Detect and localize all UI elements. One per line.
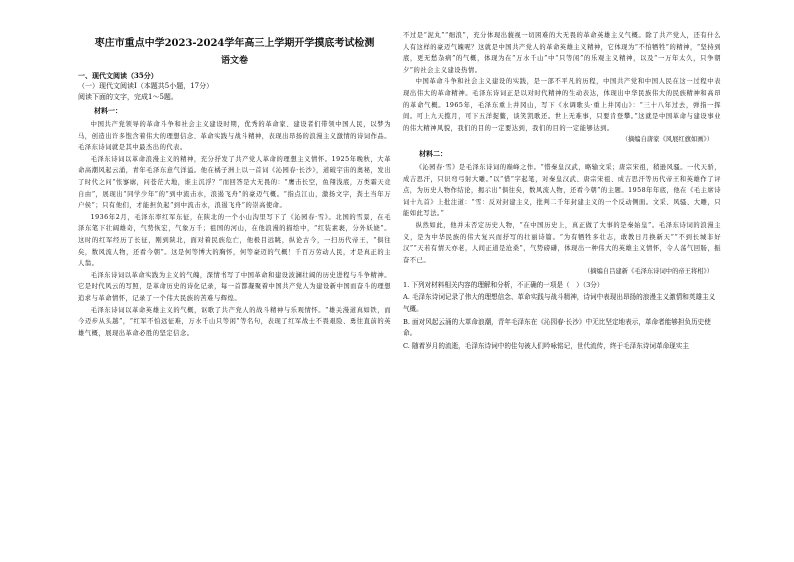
- material-1-label: 材料一：: [94, 106, 122, 115]
- paragraph: 毛泽东诗词以革命浪漫主义的精神，充分抒发了共产党人革命的理想主义情怀。1925年晚秋，大革命高潮风起云涌，青年毛泽东意气洋溢。他在橘子洲上以一首词《沁园春·长沙》，道破宇宙的奥秘，发出了时代之问“怅寥廓，问苍茫大地，谁主沉浮？”而回答是大无畏的：“鹰击长空，鱼翔浅底，万类霜天竞自由”，展现出“同学少年”的“到中流击水，浪遏飞舟”的豪迈气概。“指点江山，激扬文字，粪土当年万户侯”；只有他们，才能担负起“到中流击水，浪遏飞舟”的崇高使命。: [78, 155, 391, 210]
- right-column: [403, 30, 721, 352]
- material-2-label: 材料二：: [419, 148, 447, 158]
- section-heading: 一、现代文阅读（35分）: [78, 71, 158, 80]
- reading-instruction: 阅读下面的文字，完成1～5题。: [78, 93, 178, 101]
- source-citation-1: （摘编自唐家《风展红旗如画》）: [621, 136, 713, 144]
- paragraph: 纵然如此，他并未否定历史人物，“在中国历史上，真正做了大事的是秦始皇”。毛泽东诗词的浪漫主义，是为中华民族的伟大复兴而抒写的壮丽诗篇。“为有牺牲多壮志，敢教日月换新天”“不到长城非好汉”“天若有情天亦老，人间正道是沧桑”，气势磅礴，体现出一种伟大的英雄主义情怀，令人荡气回肠，振奋不已。: [403, 221, 721, 264]
- question-1: 1. 下列对材料相关内容的理解和分析，不正确的一项是（ ）（3分）: [403, 280, 604, 289]
- option-c: C. 随着岁月的流逝，毛泽东诗词中的佳句被人们吟咏铭记，世代流传，终于毛泽东诗词革命现实主: [403, 341, 689, 350]
- paragraph: 《沁园春·雪》是毛泽东诗词的巅峰之作。“惜秦皇汉武，略输文采；唐宗宋祖，稍逊风骚。一代天骄，成吉思汗，只识弯弓射大雕。”以“惜”字起笔，对秦皇汉武、唐宗宋祖、成吉思汗等历代帝王和英雄作了评点，为历史人物作结论，揭示出“俱往矣，数风流人物，还看今朝”的主题。1958年年底，他在《毛主席诗词十九首》上批注道：“雪：反对封建主义，批判二千年封建主义的一个反动侧面。文采、风骚、大雕，只能如此写法。”: [403, 163, 721, 218]
- source-citation-2: （摘编自吕建新《毛泽东诗词中的帝王将相》）: [583, 268, 713, 276]
- option-a: A. 毛泽东诗词记录了伟大的理想信念、革命实践与战斗精神，诗词中表现出昂扬的浪漫主义激情和英雄主义气概。: [403, 293, 716, 314]
- subsection-heading: （一）现代文阅读Ⅰ（本题共5小题，17分）: [78, 82, 214, 90]
- paragraph: 不过是“泥丸”“细浪”，充分体现出藐视一切困难的大无畏的革命英雄主义气概。除了共产党人，还有什么人有这样的豪迈气魄呢？这就是中国共产党人的革命英雄主义精神，它体现为“不怕牺牲”的精神，“坚持到底，更无愁杂病”的气概，体现为在“万水千山”中“只等闲”的乐观主义精神，以及“一万年太久，只争朝夕”的社会主义建设热情。: [403, 32, 721, 74]
- paragraph: 毛泽东诗词以革命实践为主义的气魄，深情书写了中国革命和建设波澜壮阔的历史进程与斗争精神。它是时代风云的写照，是革命历史的诗化记录，每一首都凝聚着中国共产党人为建设新中国而奋斗的理想追求与革命情怀，记录了一个伟大民族的苦难与辉煌。: [78, 271, 391, 302]
- paragraph: 1936年2月，毛泽东率红军东征，在陕北的一个小山沟里写下了《沁园春·雪》。北国的雪景，在毛泽东笔下壮阔雄奇，气势恢宏，气象万千；祖国的河山，在他浪漫的描绘中，“红装素裹，分外妖娆”。这时的红军经历了长征，刚到陕北，面对着民族危亡，他极目远眺，纵论古今，一扫历代帝王，“俱往矣，数风流人物，还看今朝”。这是何等博大的胸怀，何等豪迈的气概！千百万劳动人民，才是真正的主人翁。: [78, 213, 391, 268]
- paragraph: 中国革命斗争和社会主义建设的实践，是一部不平凡的历程，中国共产党和中国人民在这一过程中表现出伟大的革命精神。毛泽东诗词正是以对时代精神的生动表达，体现出中华民族伟大的民族精神和高昂的革命气概。1965年，毛泽东重上井冈山，写下《水调歌头·重上井冈山》：“三十八年过去，弹指一挥间。可上九天揽月，可下五洋捉鳖，谈笑凯歌还。世上无难事，只要肯登攀。”这就是中国革命与建设事业的伟大精神风貌，我们的目的一定要达到，我们的目的一定能够达到。: [403, 78, 721, 132]
- left-column: [78, 30, 391, 339]
- exam-subtitle: 语文卷: [220, 56, 248, 66]
- option-b: B. 面对风起云涌的大革命浪潮，青年毛泽东在《沁园春·长沙》中无比坚定地表示，革命者能够担负历史使命。: [403, 317, 711, 338]
- exam-title: 枣庄市重点中学2023-2024学年高三上学期开学摸底考试检测: [94, 38, 375, 49]
- paragraph: 中国共产党领导的革命斗争和社会主义建设时期，优秀的革命家、建设者们带领中国人民，以梦为马，创造出许多饱含着伟大的理想信念、革命实践与战斗精神，表现出昂扬的浪漫主义激情的诗词作品。毛泽东诗词就是其中最杰出的代表。: [78, 121, 391, 152]
- paragraph: 毛泽东诗词以革命英雄主义的气概，讴歌了共产党人的战斗精神与乐观情怀。“雄关漫道真如铁，而今迈步从头越”，“红军不怕远征难，万水千山只等闲”等名句，表现了红军战士不畏艰险、勇往直前的英雄气概，展现出革命必胜的坚定信念。: [78, 306, 391, 337]
